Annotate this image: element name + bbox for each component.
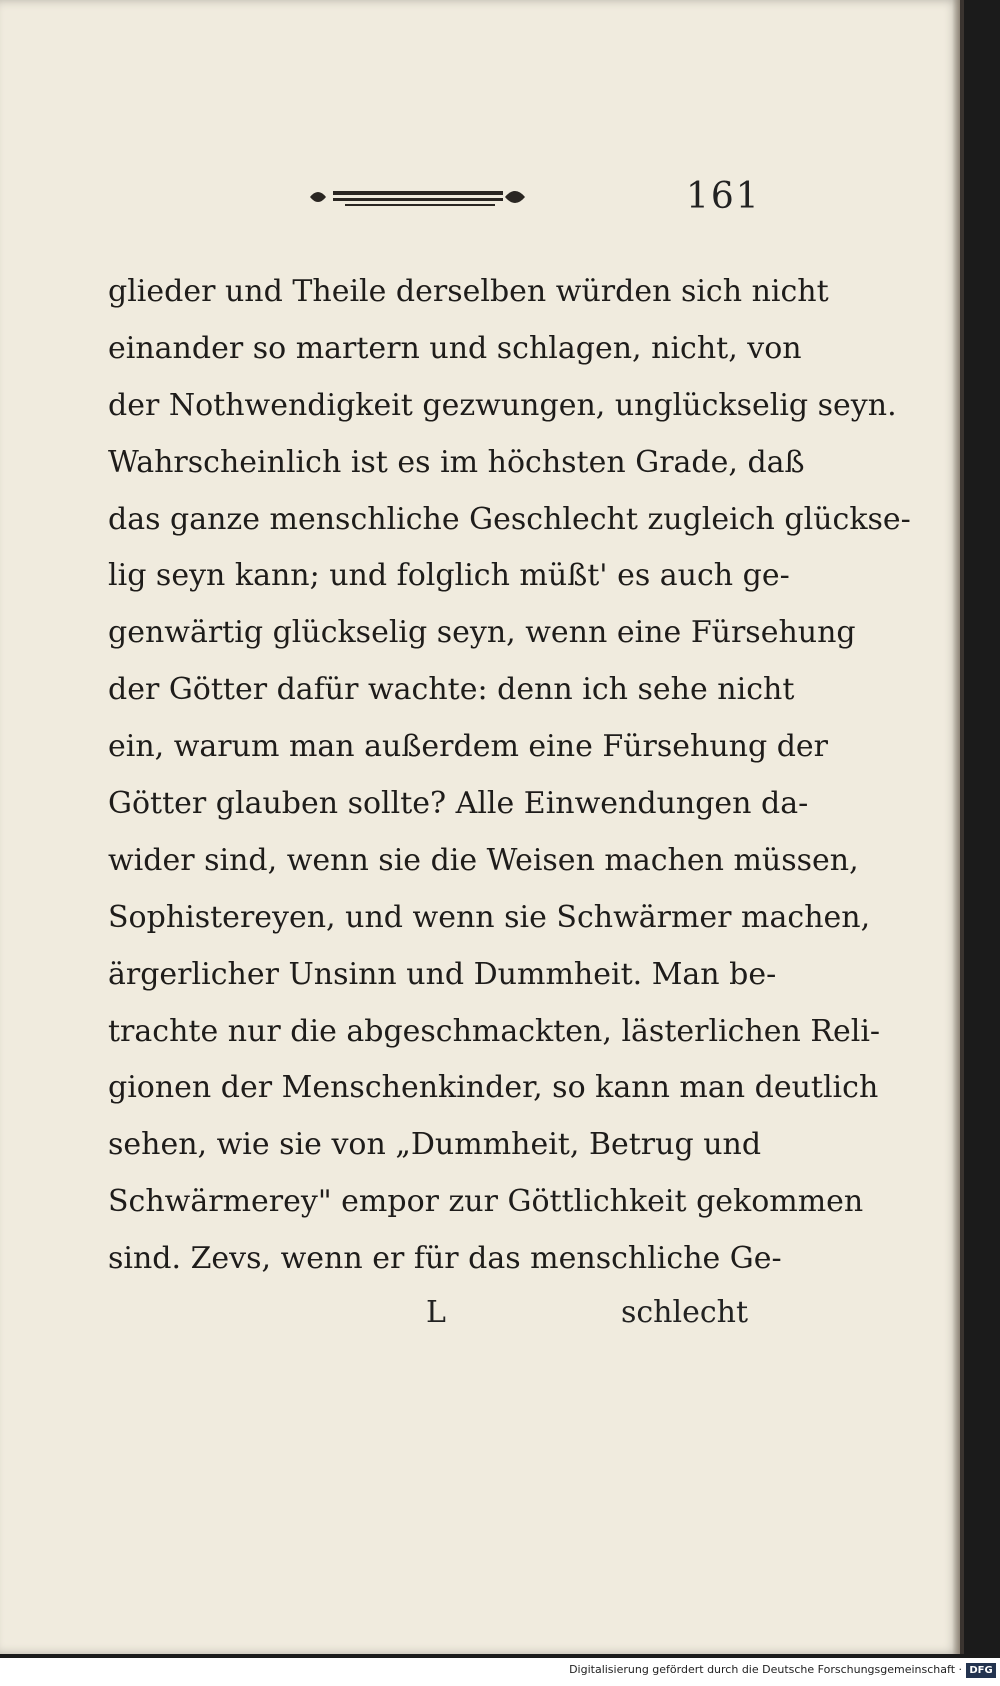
page-footer xyxy=(108,1293,748,1343)
text-line: ärgerlicher Unsinn und Dummheit. Man be- xyxy=(108,956,777,992)
text-line: Wahrscheinlich ist es im höchsten Grade, daß xyxy=(108,444,805,480)
text-line: Schwärmerey" empor zur Göttlichkeit gekommen xyxy=(108,1184,864,1220)
text-line: ein, warum man außerdem eine Fürsehung der xyxy=(108,729,829,765)
text-line: der Nothwendigkeit gezwungen, unglückselig seyn. xyxy=(108,387,897,423)
credit-text: Digitalisierung gefördert durch die Deutsche Forschungsgemeinschaft · xyxy=(569,1663,962,1676)
text-line: genwärtig glückselig seyn, wenn eine Fürsehung xyxy=(108,615,856,651)
body-text xyxy=(108,264,911,1288)
signature-mark: L xyxy=(426,1295,446,1330)
text-line: wider sind, wenn sie die Weisen machen müssen, xyxy=(108,842,859,878)
text-line: Sophistereyen, und wenn sie Schwärmer machen, xyxy=(108,899,871,935)
text-line: der Götter dafür wachte: denn ich sehe nicht xyxy=(108,672,795,708)
text-line: sehen, wie sie von „Dummheit, Betrug und xyxy=(108,1127,762,1163)
dfg-logo: DFG xyxy=(966,1663,996,1678)
header-ornament xyxy=(305,182,535,212)
text-line: glieder und Theile derselben würden sich nicht xyxy=(108,274,829,309)
text-line: das ganze menschliche Geschlecht zugleich glückse- xyxy=(108,501,911,537)
page-number: 161 xyxy=(686,176,761,217)
text-line: Götter glauben sollte? Alle Einwendungen da- xyxy=(108,786,809,822)
text-line: einander so martern und schlagen, nicht, von xyxy=(108,330,802,366)
text-line: lig seyn kann; und folglich müßt' es auch ge- xyxy=(108,558,790,594)
catchword: schlecht xyxy=(620,1295,748,1330)
text-line: gionen der Menschenkinder, so kann man deutlich xyxy=(108,1070,879,1106)
text-line: trachte nur die abgeschmackten, lästerlichen Reli- xyxy=(108,1013,881,1049)
credit-bar xyxy=(0,1658,1000,1686)
text-line: sind. Zevs, wenn er für das menschliche Ge- xyxy=(108,1241,782,1277)
